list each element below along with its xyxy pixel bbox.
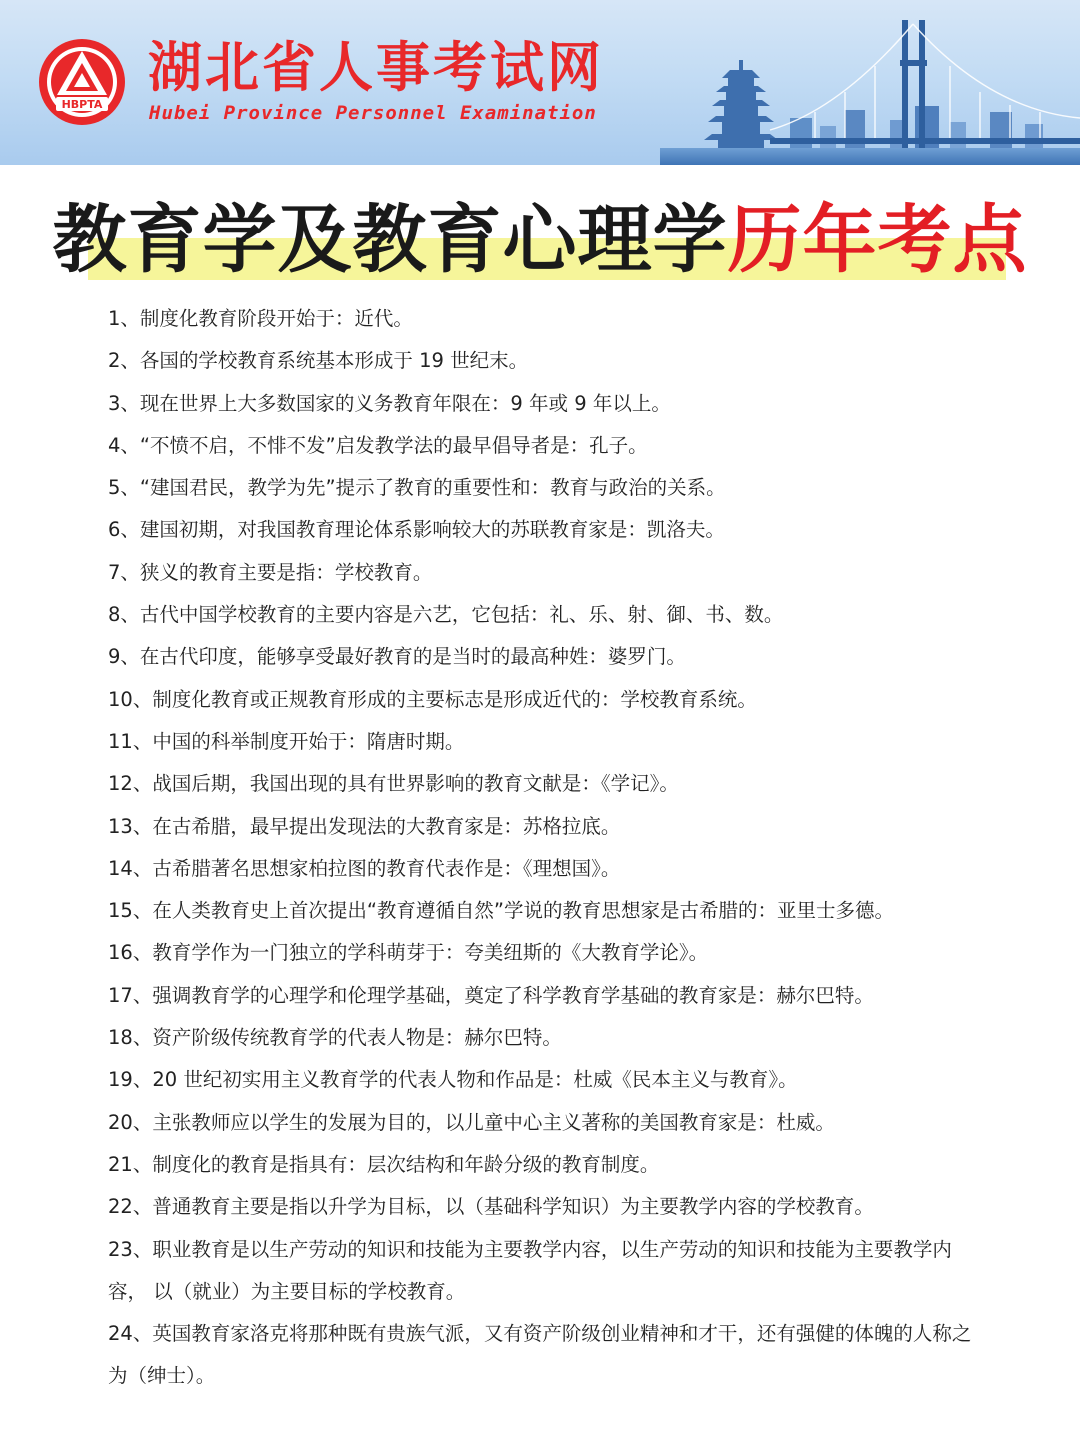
list-item: 19、20 世纪初实用主义教育学的代表人物和作品是：杜威《民本主义与教育》。 (108, 1068, 798, 1092)
logo-text: HBPTA (61, 98, 103, 111)
list-item: 16、教育学作为一门独立的学科萌芽于：夸美纽斯的《大教育学论》。 (108, 941, 709, 965)
list-item: 18、资产阶级传统教育学的代表人物是：赫尔巴特。 (108, 1026, 562, 1050)
list-item: 11、中国的科举制度开始于：隋唐时期。 (108, 729, 465, 753)
list-item: 13、在古希腊，最早提出发现法的大教育家是：苏格拉底。 (108, 814, 621, 838)
page-title (0, 190, 1080, 290)
list-item: 6、建国初期，对我国教育理论体系影响较大的苏联教育家是：凯洛夫。 (108, 518, 725, 542)
city-bridge-illustration (660, 0, 1080, 165)
list-item: 24、英国教育家洛克将那种既有贵族气派，又有资产阶级创业精神和才干，还有强健的体魄的人称之为（绅士）。 (108, 1322, 972, 1388)
list-item: 21、制度化的教育是指具有：层次结构和年龄分级的教育制度。 (108, 1152, 660, 1176)
list-item: 15、在人类教育史上首次提出“教育遵循自然”学说的教育思想家是古希腊的：亚里士多德。 (108, 899, 895, 923)
site-title: 湖北省人事考试网 (148, 36, 604, 99)
list-item: 9、在古代印度，能够享受最好教育的是当时的最高种姓：婆罗门。 (108, 645, 686, 669)
list-item: 23、职业教育是以生产劳动的知识和技能为主要教学内容，以生产劳动的知识和技能为主要教学内容， 以（就业）为主要目标的学校教育。 (108, 1237, 952, 1303)
list-item: 2、各国的学校教育系统基本形成于 19 世纪末。 (108, 349, 529, 373)
page-title-red: 历年考点 (727, 197, 1028, 283)
list-item: 8、古代中国学校教育的主要内容是六艺，它包括：礼、乐、射、御、书、数。 (108, 603, 784, 627)
page-title-black: 教育学及教育心理学 (52, 197, 728, 283)
list-item: 7、狭义的教育主要是指：学校教育。 (108, 560, 433, 584)
site-subtitle: Hubei Province Personnel Examination (149, 102, 597, 124)
list-item: 3、现在世界上大多数国家的义务教育年限在：9 年或 9 年以上。 (108, 391, 671, 415)
exam-points-list (108, 298, 988, 1398)
list-item: 1、制度化教育阶段开始于：近代。 (108, 307, 413, 330)
list-item: 14、古希腊著名思想家柏拉图的教育代表作是：《理想国》。 (108, 856, 621, 880)
site-banner (0, 0, 1080, 165)
list-item: 22、普通教育主要是指以升学为目标，以（基础科学知识）为主要教学内容的学校教育。 (108, 1195, 874, 1219)
list-item: 20、主张教师应以学生的发展为目的，以儿童中心主义著称的美国教育家是：杜威。 (108, 1110, 835, 1134)
hbpta-logo (37, 37, 127, 127)
list-item: 12、战国后期，我国出现的具有世界影响的教育文献是：《学记》。 (108, 772, 679, 796)
list-item: 5、“建国君民，教学为先”提示了教育的重要性和：教育与政治的关系。 (108, 476, 726, 500)
list-item: 10、制度化教育或正规教育形成的主要标志是形成近代的：学校教育系统。 (108, 687, 757, 711)
list-item: 4、“不愤不启，不悱不发”启发教学法的最早倡导者是：孔子。 (108, 433, 648, 457)
list-item: 17、强调教育学的心理学和伦理学基础，奠定了科学教育学基础的教育家是：赫尔巴特。 (108, 983, 874, 1007)
